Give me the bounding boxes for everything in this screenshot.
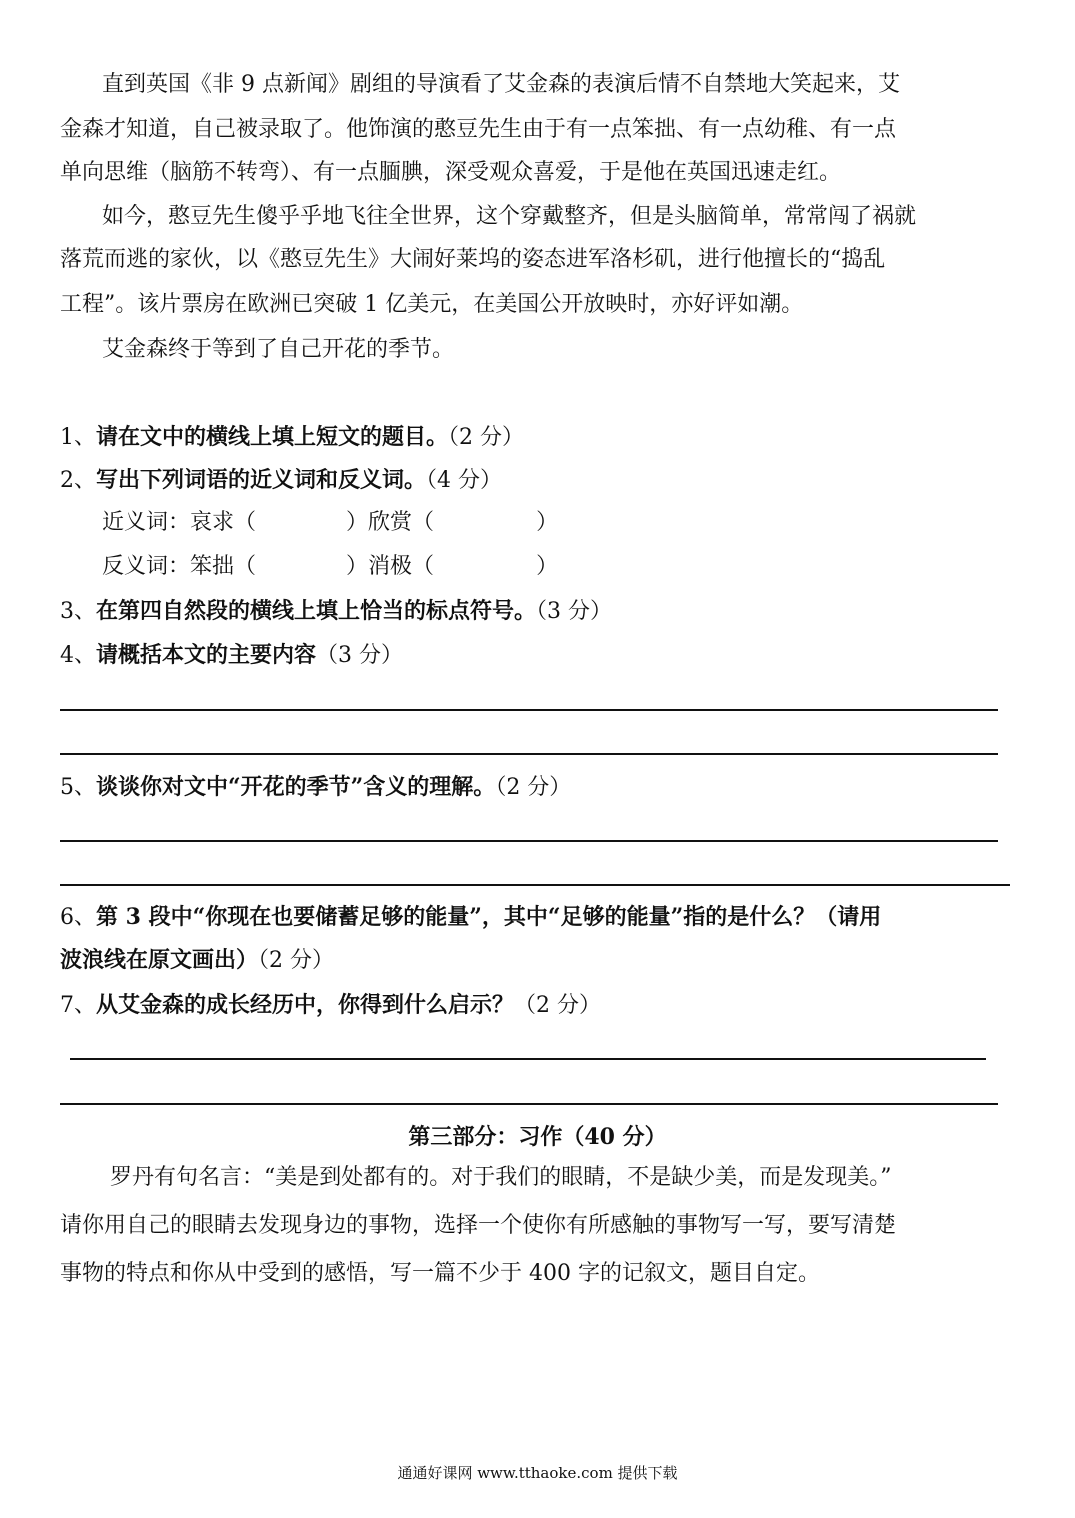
- page-footer: 通通好课网 www.tthaoke.com 提供下载: [397, 1464, 678, 1482]
- answer-line[interactable]: [60, 840, 998, 842]
- question-3: [60, 596, 1020, 627]
- question-1: [60, 422, 1020, 453]
- answer-line[interactable]: [60, 709, 998, 711]
- answer-line[interactable]: [60, 884, 1010, 886]
- antonym-label: 反义词：: [102, 554, 191, 579]
- antonym-word: 笨拙（: [190, 554, 257, 579]
- question-text: 第 3 段中“你现在也要储蓄足够的能量”，其中“足够的能量”指的是什么？（请用: [96, 904, 882, 930]
- question-7: [60, 990, 1020, 1021]
- question-text: 从艾金森的成长经历中，你得到什么启示？: [96, 992, 515, 1018]
- passage-line: 落荒而逃的家伙，以《憨豆先生》大闹好莱坞的姿态进军洛杉矶，进行他擅长的“捣乱: [60, 247, 886, 272]
- passage-line: 直到英国《非 9 点新闻》剧组的导演看了艾金森的表演后情不自禁地大笑起来，艾: [102, 72, 900, 97]
- synonym-row: [102, 508, 1062, 538]
- question-score: （2 分）: [448, 425, 525, 450]
- question-score: （4 分）: [426, 468, 503, 493]
- question-score: （2 分）: [514, 993, 602, 1018]
- passage-line: 金森才知道，自己被录取了。他饰演的憨豆先生由于有一点笨拙、有一点幼稚、有一点: [60, 117, 897, 142]
- question-text: 写出下列词语的近义词和反义词。: [96, 467, 427, 493]
- passage-line: 如今，憨豆先生傻乎乎地飞往全世界，这个穿戴整齐，但是头脑简单，常常闯了祸就: [102, 204, 917, 229]
- bracket-close: ）: [346, 510, 369, 535]
- question-text: 波浪线在原文画出）: [60, 947, 259, 973]
- question-number: 1、: [60, 425, 96, 450]
- question-number: 2、: [60, 468, 96, 493]
- answer-line[interactable]: [60, 1103, 998, 1105]
- question-text: 请概括本文的主要内容: [96, 642, 317, 668]
- answer-line[interactable]: [60, 753, 998, 755]
- question-number: 5、: [60, 775, 96, 800]
- question-text: 谈谈你对文中“开花的季节”含义的理解。: [96, 774, 496, 800]
- question-6-cont: [60, 945, 1020, 976]
- question-score: （2 分）: [495, 775, 572, 800]
- question-6: [60, 902, 1020, 933]
- question-score: （2 分）: [258, 948, 335, 973]
- question-number: 7、: [60, 993, 96, 1018]
- synonym-word: 欣赏（: [368, 510, 435, 535]
- bracket-close: ）: [536, 554, 559, 579]
- question-score: （3 分）: [536, 599, 613, 624]
- question-text: 请在文中的横线上填上短文的题目。: [96, 424, 449, 450]
- bracket-close: ）: [346, 554, 369, 579]
- question-number: 3、: [60, 599, 96, 624]
- antonym-word: 消极（: [368, 554, 435, 579]
- essay-prompt-line: 事物的特点和你从中受到的感悟，写一篇不少于 400 字的记叙文，题目自定。: [60, 1261, 820, 1286]
- essay-prompt-line: 请你用自己的眼睛去发现身边的事物，选择一个使你有所感触的事物写一写，要写清楚: [60, 1213, 897, 1238]
- bracket-close: ）: [536, 510, 559, 535]
- answer-line[interactable]: [70, 1058, 986, 1060]
- question-number: 4、: [60, 643, 96, 668]
- section-heading: 第三部分：习作（40 分）: [408, 1124, 667, 1150]
- question-text: 在第四自然段的横线上填上恰当的标点符号。: [96, 598, 537, 624]
- essay-prompt-line: 罗丹有句名言：“美是到处都有的。对于我们的眼睛，不是缺少美，而是发现美。”: [110, 1165, 892, 1190]
- question-5: [60, 772, 1020, 803]
- question-score: （3 分）: [316, 643, 404, 668]
- question-4: [60, 640, 1020, 671]
- synonym-word: 哀求（: [190, 510, 257, 535]
- synonym-label: 近义词：: [102, 510, 191, 535]
- question-number: 6、: [60, 905, 96, 930]
- antonym-row: [102, 552, 1062, 582]
- passage-line: 工程”。该片票房在欧洲已突破 1 亿美元，在美国公开放映时，亦好评如潮。: [60, 292, 804, 317]
- question-2: [60, 465, 1020, 496]
- passage-line: 艾金森终于等到了自己开花的季节。: [102, 337, 455, 362]
- passage-line: 单向思维（脑筋不转弯）、有一点腼腆，深受观众喜爱，于是他在英国迅速走红。: [60, 160, 842, 185]
